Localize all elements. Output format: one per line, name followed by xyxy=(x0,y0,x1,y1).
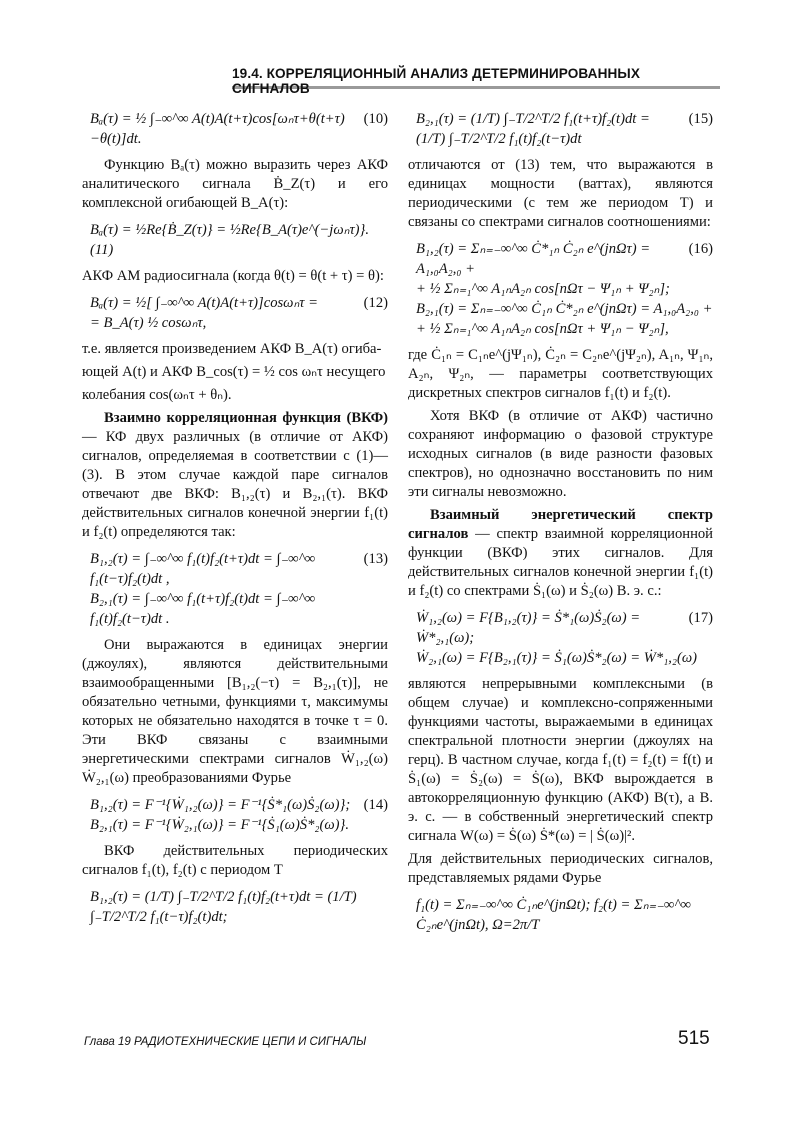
equation-14 xyxy=(90,795,388,835)
paragraph-line: т.е. является произведением АКФ B_A(τ) огиба- xyxy=(82,341,382,357)
equation-15-line2: B₂,₁(τ) = (1/T) ∫₋T/2^T/2 f₁(t+τ)f₂(t)dt = (1/T) ∫₋T/2^T/2 f₁(t)f₂(t−τ)dt xyxy=(416,111,650,147)
equation-10-text: Bₐ(τ) = ½ ∫₋∞^∞ A(t)A(t+τ)cos[ωₙτ+θ(t+τ)−θ(t)]dt. xyxy=(90,111,345,147)
equation-14-line2: B₂,₁(τ) = F⁻¹{Ẇ₂,₁(ω)} = F⁻¹{Ṡ₁(ω)Ṡ*₂(ω)}. xyxy=(90,817,349,833)
paragraph: АКФ АМ радиосигнала (когда θ(t) = θ(t + τ) = θ): xyxy=(82,268,384,284)
paragraph-definition xyxy=(408,506,713,601)
equation-16-line2: + ½ Σₙ₌₁^∞ A₁ₙA₂ₙ cos[nΩτ − Ψ₁ₙ + Ψ₂ₙ]; xyxy=(416,281,670,297)
right-column xyxy=(408,104,713,940)
equation-13-line2: B₂,₁(τ) = ∫₋∞^∞ f₁(t+τ)f₂(t)dt = ∫₋∞^∞ f₁(t)f₂(t−τ)dt . xyxy=(90,591,316,627)
equation-15 xyxy=(416,109,713,149)
equation-16-line1: B₁,₂(τ) = Σₙ₌₋∞^∞ Ċ*₁ₙ Ċ₂ₙ e^(jnΩτ) = A₁,₀A₂,₀ + xyxy=(416,241,651,277)
page-number: 515 xyxy=(678,1028,710,1049)
equation-number: (17) xyxy=(688,610,713,626)
paragraph: Функцию Bₐ(τ) можно выразить через АКФ аналитического сигнала Ḃ_Z(τ) и его комплексной огибающей B_A(τ): xyxy=(82,157,388,211)
equation-12-line2: = B_A(τ) ½ cosωₙτ, xyxy=(90,315,207,331)
term: Взаимный энергетический спектр сигналов xyxy=(408,507,713,542)
paragraph: отличаются от (13) тем, что выражаются в единицах мощности (ваттах), являются периодическими (с тем же периодом T) и связаны со спектрами сигналов соотношениями: xyxy=(408,157,713,230)
equation-12 xyxy=(90,293,388,333)
equation-10 xyxy=(90,109,388,149)
equation-14-line1: B₁,₂(τ) = F⁻¹{Ẇ₁,₂(ω)} = F⁻¹{Ṡ*₁(ω)Ṡ₂(ω)}; xyxy=(90,797,351,813)
paragraph-line: ющей A(t) и АКФ B_cos(τ) = ½ cos ωₙτ несущего xyxy=(82,364,386,380)
equation-number: (16) xyxy=(688,241,713,257)
equation-15-line1: B₁,₂(τ) = (1/T) ∫₋T/2^T/2 f₁(t)f₂(t+τ)dt = (1/T) ∫₋T/2^T/2 f₁(t−τ)f₂(t)dt; xyxy=(90,889,357,925)
paragraph: ВКФ действительных периодических сигналов f₁(t), f₂(t) с периодом T xyxy=(82,843,388,878)
equation-13-line1: B₁,₂(τ) = ∫₋∞^∞ f₁(t)f₂(t+τ)dt = ∫₋∞^∞ f₁(t−τ)f₂(t)dt , xyxy=(90,551,316,587)
left-column xyxy=(82,104,388,932)
paragraph: Хотя ВКФ (в отличие от АКФ) частично сохраняют информацию о фазовой структуре исходных сигналов (в виде разности фазовых спектров), но однозначно восстановить по ним эти сигналы невозможно. xyxy=(408,408,713,500)
equation-16-line3: B₂,₁(τ) = Σₙ₌₋∞^∞ Ċ₁ₙ Ċ*₂ₙ e^(jnΩτ) = A₁,₀A₂,₀ + xyxy=(416,301,713,317)
equation-number: (10) xyxy=(363,111,388,127)
footer-chapter: Глава 19 РАДИОТЕХНИЧЕСКИЕ ЦЕПИ И СИГНАЛЫ xyxy=(84,1036,367,1048)
equation-fourier-series: f₁(t) = Σₙ₌₋∞^∞ Ċ₁ₙe^(jnΩt); f₂(t) = Σₙ₌₋∞^∞ Ċ₂ₙe^(jnΩt), Ω=2π/T xyxy=(416,897,691,933)
equation-number: (15) xyxy=(688,111,713,127)
equation-17-line1: Ẇ₁,₂(ω) = F{B₁,₂(τ)} = Ṡ*₁(ω)Ṡ₂(ω) = Ẇ*₂,₁(ω); xyxy=(416,610,641,646)
paragraph-line: колебания cos(ωₙτ + θₙ). xyxy=(82,387,232,403)
equation-16-line4: + ½ Σₙ₌₁^∞ A₁ₙA₂ₙ cos[nΩτ + Ψ₁ₙ − Ψ₂ₙ], xyxy=(416,321,669,337)
equation-11: Bₐ(τ) = ½Re{Ḃ_Z(τ)} = ½Re{B_A(τ)e^(−jωₙτ)}. (11) xyxy=(90,222,370,258)
definition-text: — спектр взаимной корреляционной функции (ВКФ) этих сигналов. Для действительных сигналов конечной энергии f₁(t) и f₂(t) со спектрами Ṡ₁(ω) и Ṡ₂(ω) В. э. с.: xyxy=(408,526,713,599)
definition-text: — КФ двух различных (в отличие от АКФ) сигналов, определяемая в соответствии с (1)—(3). В этом случае каждой паре сигналов отвечают две ВКФ: B₁,₂(τ) и B₂,₁(τ). ВКФ действительных сигналов конечной энергии f₁(t) и f₂(t) определяются так: xyxy=(82,429,388,540)
paragraph-definition xyxy=(82,409,388,542)
running-header xyxy=(232,62,720,96)
equation-12-line1: Bₐ(τ) = ½[ ∫₋∞^∞ A(t)A(t+τ)]cosωₙτ = xyxy=(90,295,319,311)
paragraph: Для действительных периодических сигналов, представляемых рядами Фурье xyxy=(408,851,713,886)
equation-number: (13) xyxy=(363,551,388,567)
equation-number: (12) xyxy=(363,295,388,311)
paragraph: являются непрерывными комплексными (в общем случае) и комплексно-сопряженными функциями частоты, выражаемыми в единицах спектральной плотности энергии (джоулях на герц). В частном случае, когда f₁(t) = f₂(t) = f(t) и Ṡ₁(ω) = Ṡ₂(ω) = Ṡ(ω), ВКФ вырождается в автокорреляционную функцию (АКФ) B(τ), а В. э. с. — в собственный энергетический спектр сигнала W(ω) = Ṡ(ω) Ṡ*(ω) = | Ṡ(ω)|². xyxy=(408,676,713,844)
section-title: 19.4. КОРРЕЛЯЦИОННЫЙ АНАЛИЗ ДЕТЕРМИНИРОВАННЫХ СИГНАЛОВ xyxy=(232,66,640,96)
equation-16 xyxy=(416,239,713,339)
equation-17 xyxy=(416,608,713,668)
paragraph: Они выражаются в единицах энергии (джоулях), являются действительными взаимообращенными [B₁,₂(−τ) = B₂,₁(τ)], не обязательно четными, функциями τ, максимумы которых не обязательно находятся в точке τ = 0. Эти ВКФ связаны с взаимными энергетическими спектрами сигналов Ẇ₁,₂(ω) Ẇ₂,₁(ω) преобразованиями Фурье xyxy=(82,637,388,786)
equation-13 xyxy=(90,549,388,629)
equation-number: (14) xyxy=(363,797,388,813)
paragraph: где Ċ₁ₙ = C₁ₙe^(jΨ₁ₙ), Ċ₂ₙ = C₂ₙe^(jΨ₂ₙ), A₁ₙ, Ψ₁ₙ, A₂ₙ, Ψ₂ₙ, — параметры соответствующих дискретных спектров сигналов f₁(t) и f₂(t). xyxy=(408,347,713,401)
term: Взаимно корреляционная функция (ВКФ) xyxy=(104,410,388,426)
equation-17-line2: Ẇ₂,₁(ω) = F{B₂,₁(τ)} = Ṡ₁(ω)Ṡ*₂(ω) = Ẇ*₁,₂(ω) xyxy=(416,650,698,666)
